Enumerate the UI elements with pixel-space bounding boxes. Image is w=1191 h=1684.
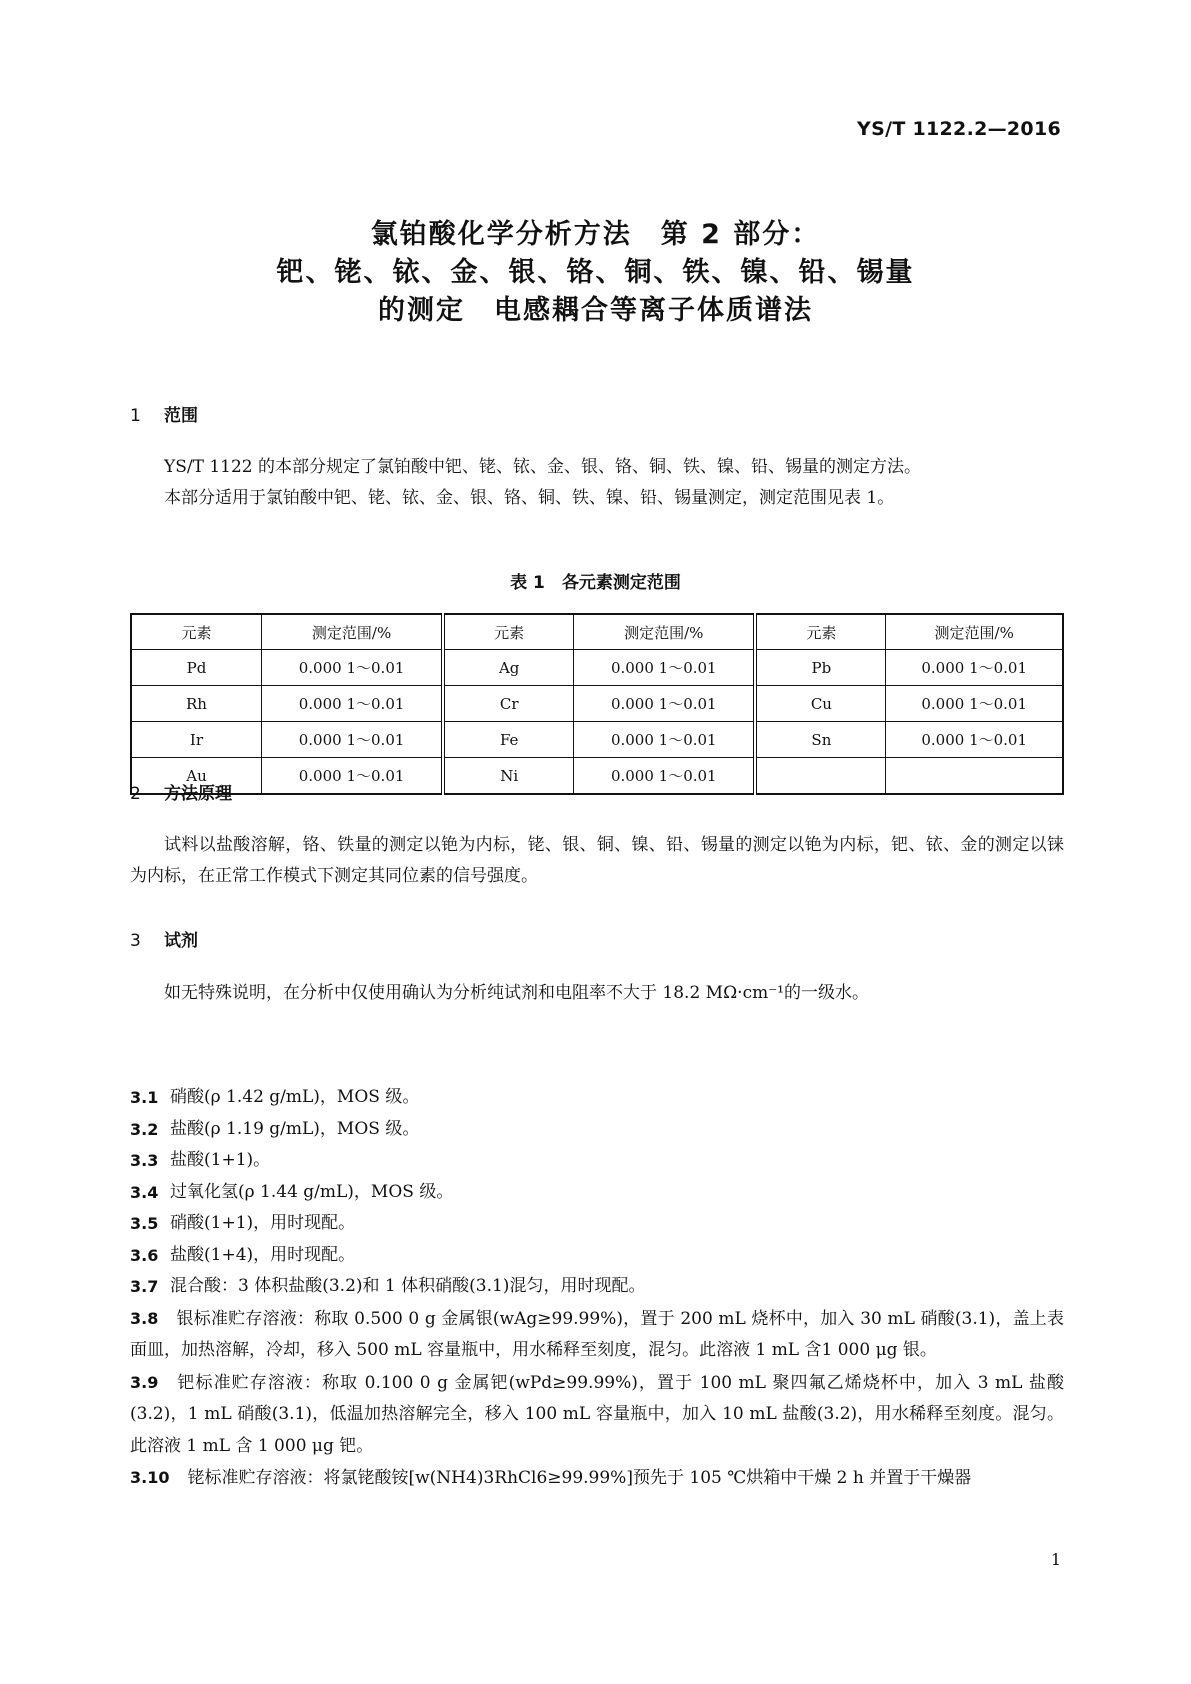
table-cell: 0.000 1～0.01 [886, 686, 1063, 722]
item-number: 3.8 [130, 1308, 159, 1328]
item-text: 钯标准贮存溶液：称取 0.100 0 g 金属钯(wPd≥99.99%)，置于 100 mL 聚四氟乙烯烧杯中，加入 3 mL 盐酸(3.2)，1 mL 硝酸(3.1)，低温加热溶解完全，移入 100 mL 容量瓶中，加入 10 mL 盐酸(3.2)，用水稀释至刻度。混匀。此溶液 1 mL 含 1 000 μg 钯。 [130, 1372, 1064, 1456]
table-cell: 0.000 1～0.01 [261, 722, 443, 758]
table-cell: Rh [131, 686, 261, 722]
item-text: 硝酸(ρ 1.42 g/mL)，MOS 级。 [170, 1087, 420, 1107]
item-number: 3.5 [130, 1214, 159, 1233]
reagent-list [130, 1082, 1064, 1495]
section-title: 范围 [164, 406, 198, 426]
item-number: 3.9 [130, 1372, 159, 1392]
standard-code: YS/T 1122.2—2016 [857, 118, 1061, 140]
item-text: 银标准贮存溶液：称取 0.500 0 g 金属银(wAg≥99.99%)，置于 200 mL 烧杯中，加入 30 mL 硝酸(3.1)，盖上表面皿，加热溶解，冷却，移入 500 mL 容量瓶中，用水稀释至刻度，混匀。此溶液 1 mL 含1 000 μg 银。 [130, 1308, 1064, 1360]
item-number: 3.1 [130, 1088, 159, 1107]
table-header-cell: 测定范围/% [574, 614, 756, 650]
item-text: 过氧化氢(ρ 1.44 g/mL)，MOS 级。 [170, 1181, 454, 1202]
title-line-1: 氯铂酸化学分析方法 第 2 部分： [370, 219, 821, 250]
table-caption: 表 1 各元素测定范围 [510, 573, 681, 593]
item-number: 3.3 [130, 1151, 159, 1170]
section-number: 1 [130, 406, 141, 426]
table-header-cell: 元素 [755, 614, 885, 650]
table-cell: 0.000 1～0.01 [261, 650, 443, 686]
section-2-paragraph: 试料以盐酸溶解，铬、铁量的测定以铯为内标，铑、银、铜、镍、铅、锡量的测定以铯为内标，钯、铱、金的测定以铼为内标，在正常工作模式下测定其同位素的信号强度。 [130, 835, 1064, 886]
table-cell: 0.000 1～0.01 [574, 650, 756, 686]
table-cell: 0.000 1～0.01 [261, 686, 443, 722]
item-text: 盐酸(ρ 1.19 g/mL)，MOS 级。 [170, 1118, 420, 1139]
section-number: 3 [130, 931, 141, 951]
table-cell: 0.000 1～0.01 [261, 758, 443, 795]
table-cell: Au [131, 758, 261, 795]
section-title: 方法原理 [164, 784, 232, 804]
table-cell: Sn [755, 722, 885, 758]
list-item [130, 1240, 1064, 1272]
table-cell: Cr [443, 686, 573, 722]
table-cell: Pb [755, 650, 885, 686]
table-header-row [131, 614, 1063, 650]
table-row [131, 650, 1063, 686]
table-row [131, 758, 1063, 795]
item-text: 铑标准贮存溶液：将氯铑酸铵[w(NH4)3RhCl6≥99.99%]预先于 105 ℃烘箱中干燥 2 h 并置于干燥器 [187, 1468, 972, 1488]
section-3-heading [130, 926, 198, 951]
list-item [130, 1271, 1064, 1303]
table-row [131, 722, 1063, 758]
item-number: 3.4 [130, 1182, 159, 1202]
page-number: 1 [1050, 1550, 1061, 1569]
item-number: 3.6 [130, 1245, 159, 1265]
document-title [0, 216, 1191, 330]
list-item [130, 1177, 1064, 1209]
table-cell: 0.000 1～0.01 [574, 686, 756, 722]
table-cell: Cu [755, 686, 885, 722]
table-cell: 0.000 1～0.01 [574, 758, 756, 795]
table-cell: Ir [131, 722, 261, 758]
table-header-cell: 元素 [443, 614, 573, 650]
section-1-paragraph-1: YS/T 1122 的本部分规定了氯铂酸中钯、铑、铱、金、银、铬、铜、铁、镍、铅、锡量的测定方法。 [164, 457, 922, 477]
list-item [130, 1145, 1064, 1177]
list-item [130, 1082, 1064, 1114]
table-cell: Pd [131, 650, 261, 686]
list-item [130, 1303, 1064, 1367]
table-cell: 0.000 1～0.01 [886, 722, 1063, 758]
table-row [131, 686, 1063, 722]
table-cell: Ag [443, 650, 573, 686]
list-item [130, 1367, 1064, 1463]
item-number: 3.7 [130, 1277, 159, 1296]
title-line-3: 的测定 电感耦合等离子体质谱法 [378, 295, 813, 326]
table-cell [886, 758, 1063, 795]
title-line-2: 钯、铑、铱、金、银、铬、铜、铁、镍、铅、锡量 [276, 257, 915, 288]
item-number: 3.10 [130, 1468, 170, 1487]
section-1-heading [130, 401, 198, 426]
section-3-intro: 如无特殊说明，在分析中仅使用确认为分析纯试剂和电阻率不大于 18.2 MΩ·cm⁻¹的一级水。 [164, 983, 869, 1003]
section-title: 试剂 [164, 931, 198, 951]
list-item [130, 1462, 1064, 1495]
table-header-cell: 测定范围/% [261, 614, 443, 650]
list-item [130, 1114, 1064, 1146]
element-range-table [130, 613, 1064, 795]
table-cell: 0.000 1～0.01 [886, 650, 1063, 686]
item-text: 盐酸(1+4)，用时现配。 [170, 1244, 356, 1265]
table-header-cell: 测定范围/% [886, 614, 1063, 650]
table-header-cell: 元素 [131, 614, 261, 650]
table-cell: 0.000 1～0.01 [574, 722, 756, 758]
item-number: 3.2 [130, 1119, 159, 1139]
section-1-paragraph-2: 本部分适用于氯铂酸中钯、铑、铱、金、银、铬、铜、铁、镍、铅、锡量测定，测定范围见表 1。 [164, 488, 895, 508]
item-text: 混合酸：3 体积盐酸(3.2)和 1 体积硝酸(3.1)混匀，用时现配。 [170, 1276, 646, 1296]
table-cell: Ni [443, 758, 573, 795]
section-2-heading [130, 779, 232, 804]
section-number: 2 [130, 784, 141, 804]
list-item [130, 1208, 1064, 1240]
table-cell [755, 758, 885, 795]
table-cell: Fe [443, 722, 573, 758]
item-text: 硝酸(1+1)，用时现配。 [170, 1213, 356, 1233]
item-text: 盐酸(1+1)。 [170, 1150, 271, 1170]
